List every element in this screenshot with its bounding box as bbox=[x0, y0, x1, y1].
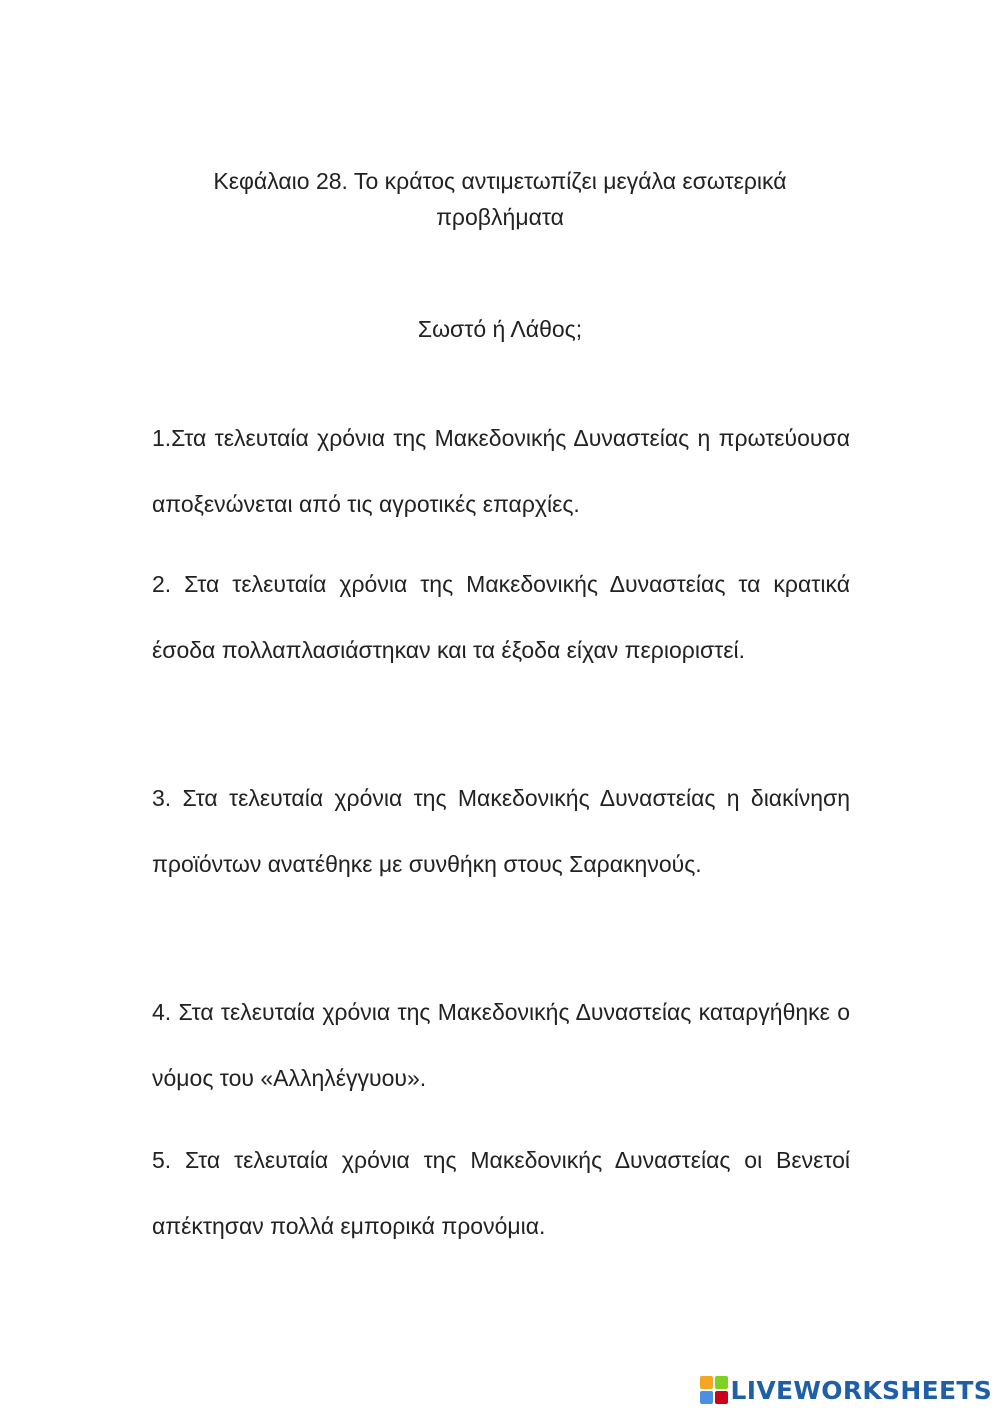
question-5: 5. Στα τελευταία χρόνια της Μακεδονικής Δυναστείας οι Βενετοί απέκτησαν πολλά εμπορικά προνόμια. bbox=[152, 1147, 850, 1239]
title-line-2: προβλήματα bbox=[436, 204, 564, 230]
worksheet-subtitle: Σωστό ή Λάθος; bbox=[417, 316, 583, 342]
question-1: 1.Στα τελευταία χρόνια της Μακεδονικής Δυναστείας η πρωτεύουσα αποξενώνεται από τις αγροτικές επαρχίες. bbox=[152, 425, 850, 517]
question-2: 2. Στα τελευταία χρόνια της Μακεδονικής Δυναστείας τα κρατικά έσοδα πολλαπλασιάστηκαν και τα έξοδα είχαν περιοριστεί. bbox=[152, 571, 850, 663]
title-line-1: Κεφάλαιο 28. Το κράτος αντιμετωπίζει μεγάλα εσωτερικά bbox=[213, 168, 787, 194]
worksheet-title bbox=[150, 163, 850, 235]
liveworksheets-brand[interactable] bbox=[700, 1375, 992, 1405]
liveworksheets-logo-icon bbox=[700, 1376, 728, 1404]
question-4: 4. Στα τελευταία χρόνια της Μακεδονικής Δυναστείας καταργήθηκε ο νόμος του «Αλληλέγγυου». bbox=[152, 999, 850, 1091]
brand-text: LIVEWORKSHEETS bbox=[730, 1375, 992, 1405]
question-3: 3. Στα τελευταία χρόνια της Μακεδονικής Δυναστείας η διακίνηση προϊόντων ανατέθηκε με συνθήκη στους Σαρακηνούς. bbox=[152, 785, 850, 877]
